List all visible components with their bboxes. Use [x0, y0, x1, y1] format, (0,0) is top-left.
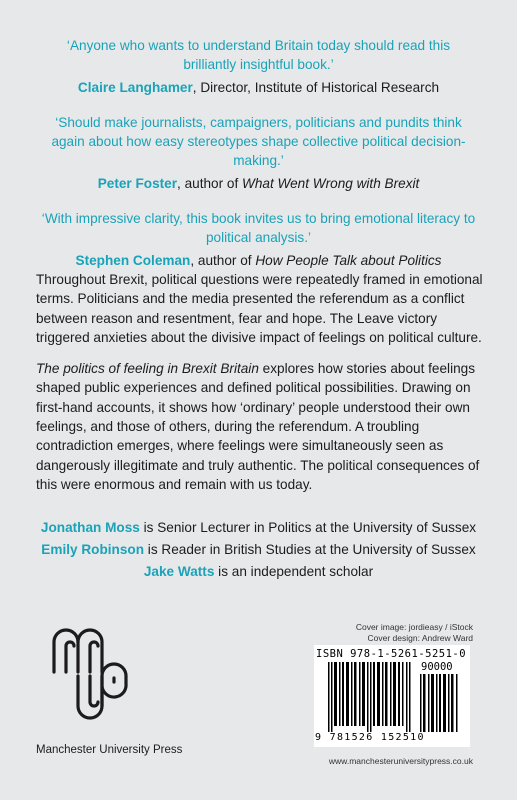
author-name: Emily Robinson	[41, 542, 145, 557]
author-name: Jonathan Moss	[40, 520, 140, 535]
publisher-website: www.manchesteruniversitypress.co.uk	[328, 756, 473, 766]
quote-attribution	[0, 78, 517, 97]
quote-author-role: , author of	[177, 176, 243, 191]
author-bio	[0, 561, 517, 583]
quote-book-title: What Went Wrong with Brexit	[242, 176, 420, 191]
publisher-name: Manchester University Press	[36, 744, 183, 756]
author-desc: is an independent scholar	[214, 564, 374, 579]
book-title: The politics of feeling in Brexit Britain	[36, 361, 259, 377]
author-desc: is Senior Lecturer in Politics at the University of Sussex	[139, 520, 477, 535]
ean-barcode-bars	[328, 662, 412, 732]
quote-text: ‘Should make journalists, campaigners, politicians and pundits think again about how easy stereotypes shape collective political decision-making.’	[51, 115, 466, 168]
book-description	[36, 270, 486, 506]
description-paragraph-2	[36, 359, 486, 494]
mup-logo-icon	[50, 626, 130, 722]
cover-image-credit: Cover image: jordieasy / iStock	[355, 622, 473, 632]
quote-author: Stephen Coleman	[75, 253, 191, 268]
description-paragraph-1: Throughout Brexit, political questions were repeatedly framed in emotional terms. Politicians and the media presented the referendum as a conflict between reason and resentment, fear and hope. The Leave victory triggered anxieties about the divisive impact of feelings on political culture.	[36, 272, 483, 345]
quote-attribution	[0, 174, 517, 193]
isbn-text: ISBN 978-1-5261-5251-0	[316, 648, 467, 660]
description-paragraph-2-text: explores how stories about feelings shaped public experiences and defined political possibilities. Drawing on first-hand accounts, it shows how ‘ordinary’ people understood their own feelings, and those of others, during the referendum. A troubling contradiction emerges, where feelings were simultaneously seen as dangerously illegitimate and truly authentic. The political consequences of this were enormous and remain with us today.	[36, 361, 480, 492]
price-barcode-bars	[420, 674, 460, 732]
author-desc: is Reader in British Studies at the University of Sussex	[144, 542, 476, 557]
author-bio	[0, 539, 517, 561]
endorsement-3	[0, 209, 517, 270]
quote-attribution	[0, 251, 517, 270]
author-name: Jake Watts	[143, 564, 215, 579]
quote-author: Claire Langhamer	[77, 80, 193, 95]
price-code: 90000	[421, 661, 453, 673]
author-bios	[0, 517, 517, 583]
quote-author-role: , author of	[190, 253, 256, 268]
quote-text: ‘With impressive clarity, this book invites us to bring emotional literacy to political analysis.’	[41, 211, 476, 245]
endorsement-1	[0, 36, 517, 97]
author-bio	[0, 517, 517, 539]
quote-author-role: , Director, Institute of Historical Research	[192, 80, 440, 95]
barcode-digits: 9 781526 152510	[315, 732, 425, 743]
endorsement-2	[0, 113, 517, 193]
quote-author: Peter Foster	[97, 176, 178, 191]
cover-credits	[356, 622, 473, 644]
quote-book-title: How People Talk about Politics	[255, 253, 442, 268]
quote-text: ‘Anyone who wants to understand Britain today should read this brilliantly insightful book.’	[66, 38, 451, 72]
cover-design-credit: Cover design: Andrew Ward	[367, 633, 473, 643]
endorsements	[0, 36, 517, 286]
